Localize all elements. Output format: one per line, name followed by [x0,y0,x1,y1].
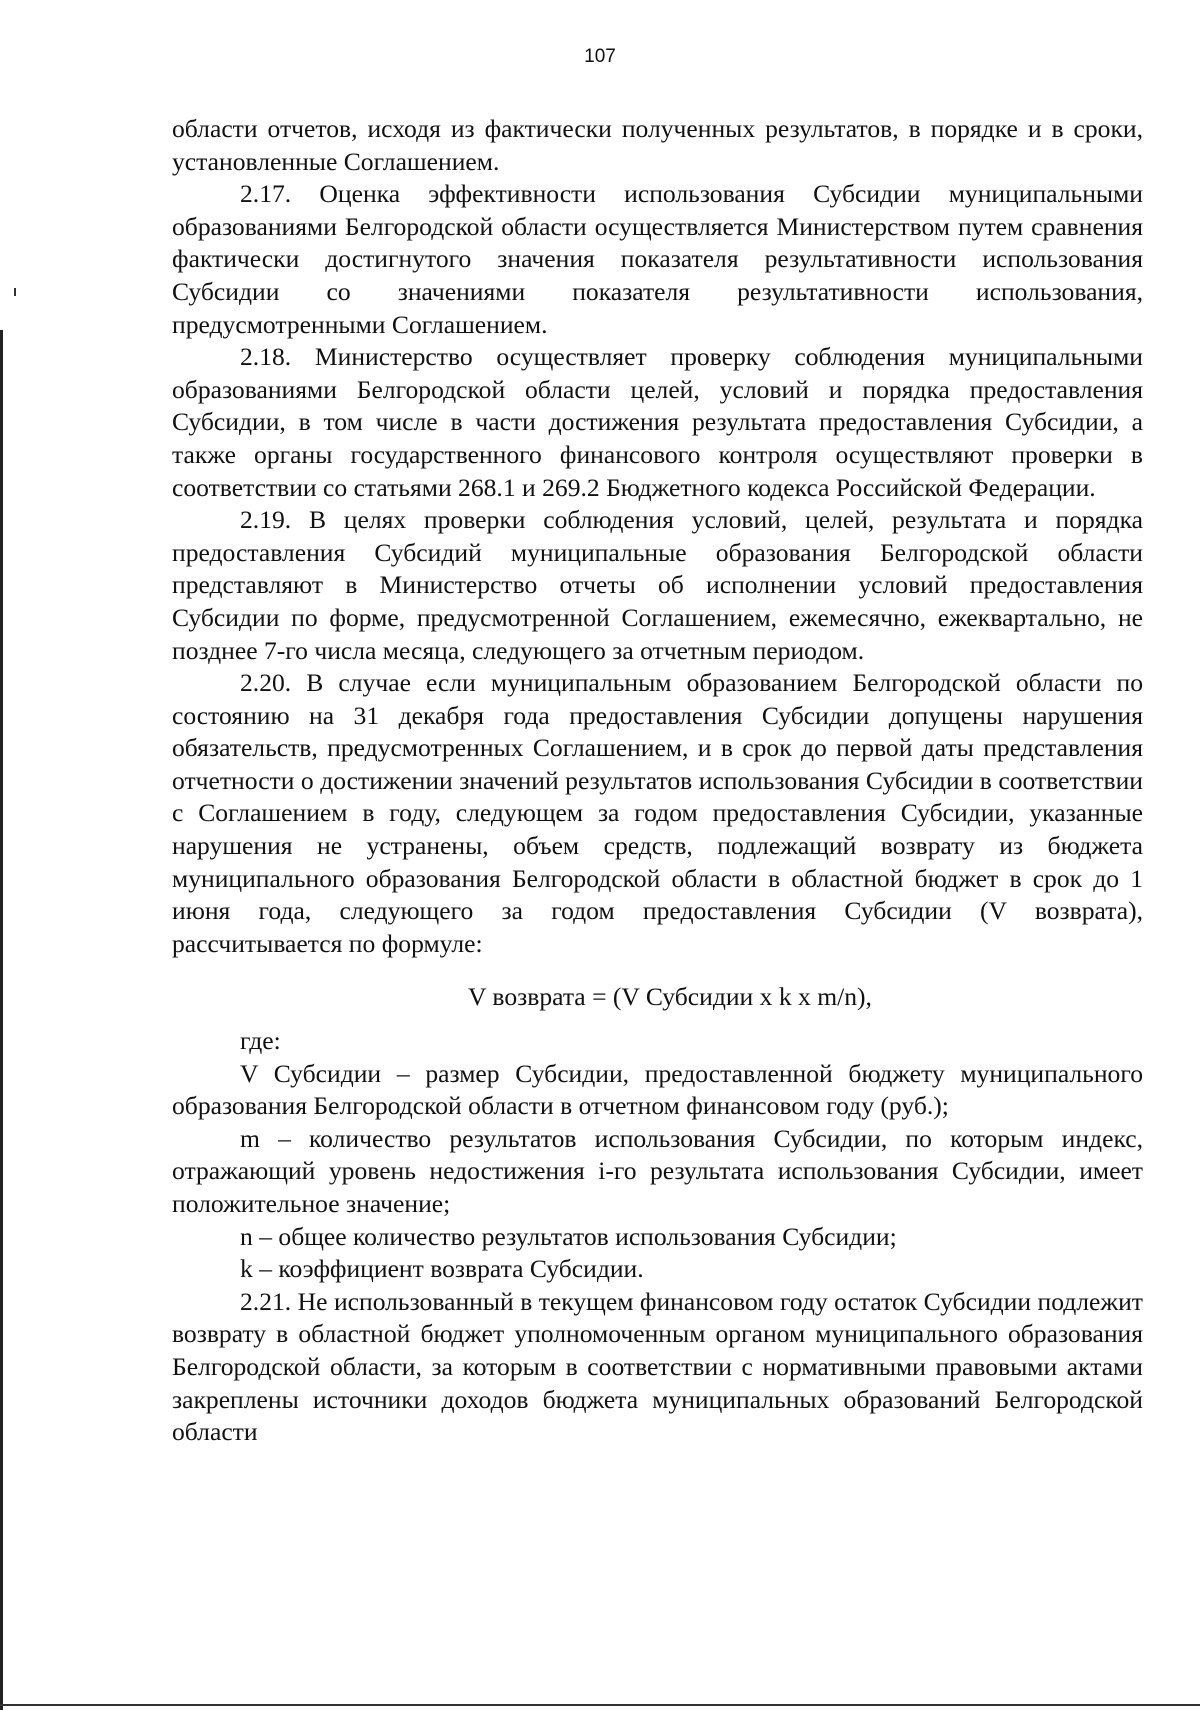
paragraph-2-20: 2.20. В случае если муниципальным образованием Белгородской области по состоянию на 31 декабря года предоставления Субсидии допущены нарушения обязательств, предусмотренных Соглашением, и в срок до первой даты представления отчетности о достижении значений результатов использования Субсидии в соответствии с Соглашением в году, следующем за годом предоставления Субсидии, указанные нарушения не устранены, объем средств, подлежащий возврату из бюджета муниципального образования Белгородской области в областной бюджет в срок до 1 июня года, следующего за годом предоставления Субсидии (V возврата), рассчитывается по формуле: [172,668,1143,958]
paragraph-2-17: 2.17. Оценка эффективности использования Субсидии муниципальными образованиями Белгородской области осуществляется Министерством путем сравнения фактически достигнутого значения показателя результативности использования Субсидии со значениями показателя результативности использования, предусмотренными Соглашением. [172,179,1143,339]
paragraph-continuation: области отчетов, исходя из фактически полученных результатов, в порядке и в сроки, установленные Соглашением. [172,114,1143,176]
page-number: 107 [584,46,616,67]
scan-edge-bottom [0,1704,1200,1706]
document-body [172,113,1143,1449]
where-label: где: [240,1026,281,1056]
paragraph-2-18: 2.18. Министерство осуществляет проверку соблюдения муниципальными образованиями Белгородской области целей, условий и порядка предоставления Субсидии, в том числе в части достижения результата предоставления Субсидии, а также органы государственного финансового контроля осуществляют проверки в соответствии со статьями 268.1 и 269.2 Бюджетного кодекса Российской Федерации. [172,342,1143,502]
definition-m: m – количество результатов использования Субсидии, по которым индекс, отражающий уровень недостижения i-го результата использования Субсидии, имеет положительное значение; [172,1123,1143,1218]
paragraph-2-19: 2.19. В целях проверки соблюдения условий, целей, результата и порядка предоставления Субсидий муниципальные образования Белгородской области представляют в Министерство отчеты об исполнении условий предоставления Субсидии по форме, предусмотренной Соглашением, ежемесячно, ежеквартально, не позднее 7-го числа месяца, следующего за отчетным периодом. [172,505,1143,665]
definition-n: n – общее количество результатов использования Субсидии; [240,1221,897,1251]
scan-edge-left [0,330,3,1710]
formula: V возврата = (V Субсидии x k x m/n), [468,982,872,1012]
definition-k: k – коэффициент возврата Субсидии. [240,1254,644,1284]
definition-v-subsidy: V Субсидии – размер Субсидии, предоставленной бюджету муниципального образования Белгородской области в отчетном финансовом году (руб.); [172,1058,1143,1121]
scan-mark [14,288,16,296]
paragraph-2-21: 2.21. Не использованный в текущем финансовом году остаток Субсидии подлежит возврату в областной бюджет уполномоченным органом муниципального образования Белгородской области, за которым в соответствии с нормативными правовыми актами закреплены источники доходов бюджета муниципальных образований Белгородской области [172,1286,1143,1447]
